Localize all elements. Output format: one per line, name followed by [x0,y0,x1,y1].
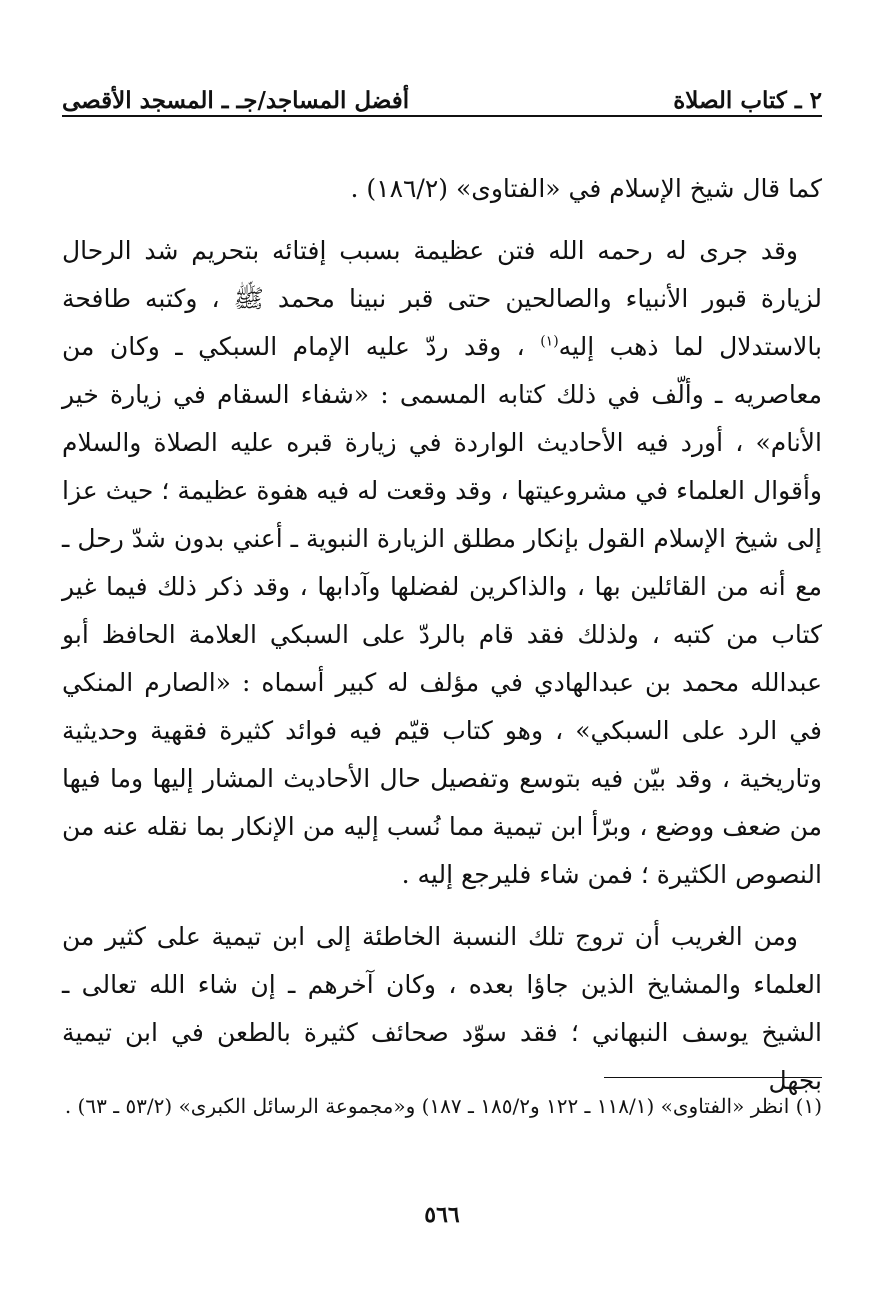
footnote-divider [604,1077,822,1078]
header-chapter-title: ٢ ـ كتاب الصلاة [673,87,822,114]
footnote-reference[interactable]: (١) [540,333,559,350]
header-divider [62,115,822,117]
page-number: ٥٦٦ [424,1202,460,1228]
paragraph-1: كما قال شيخ الإسلام في «الفتاوى» (١٨٦/٢) . [350,174,822,203]
paragraph-2 [62,227,822,899]
running-header [62,72,822,112]
main-text [62,165,822,1119]
paragraph-3: ومن الغريب أن تروج تلك النسبة الخاطئة إلى ابن تيمية على كثير من العلماء والمشايخ الذين جاؤا بعده ، وكان آخرهم ـ إن شاء الله تعالى ـ الشيخ يوسف النبهاني ؛ فقد سوّد صحائف كثيرة بالطعن في ابن تيمية بجهل [62,922,822,1095]
paragraph-2-part-1: وقد جرى له رحمه الله فتن عظيمة بسبب إفتائه بتحريم شد الرحال لزيارة قبور الأنبياء والصالحين حتى قبر نبينا محمد ﷺ ، وكتبه طافحة بالاستدلال لما ذهب إليه [62,236,822,361]
footnotes [62,1088,822,1124]
footnote-1: (١) انظر «الفتاوى» (١١٨/١ ـ ١٢٢ و١٨٥/٢ ـ ١٨٧) و«مجموعة الرسائل الكبرى» (٥٣/٢ ـ ٦٣) . [64,1094,822,1118]
paragraph-2-part-2: ، وقد ردّ عليه الإمام السبكي ـ وكان من معاصريه ـ وألّف في ذلك كتابه المسمى : «شفاء السقام في زيارة خير الأنام» ، أورد فيه الأحاديث الواردة في زيارة قبره عليه الصلاة والسلام وأقوال العلماء في مشروعيتها ، وقد وقعت له فيه هفوة عظيمة ؛ حيث عزا إلى شيخ الإسلام القول بإنكار مطلق الزيارة النبوية ـ أعني بدون شدّ رحل ـ مع أنه من القائلين بها ، والذاكرين لفضلها وآدابها ، وقد ذكر ذلك فيما غير كتاب من كتبه ، ولذلك فقد قام بالردّ على السبكي العلامة الحافظ أبو عبدالله محمد بن عبدالهادي في مؤلف له كبير أسماه : «الصارم المنكي في الرد على السبكي» ، وهو كتاب قيّم فيه فوائد كثيرة فقهية وحديثية وتاريخية ، وقد بيّن فيه بتوسع وتفصيل حال الأحاديث المشار إليها وما فيها من ضعف ووضع ، وبرّأ ابن تيمية مما نُسب إليه من الإنكار بما نقله عنه من النصوص الكثيرة ؛ فمن شاء فليرجع إليه . [62,332,822,889]
header-section-title: أفضل المساجد/جـ ـ المسجد الأقصى [62,87,410,114]
